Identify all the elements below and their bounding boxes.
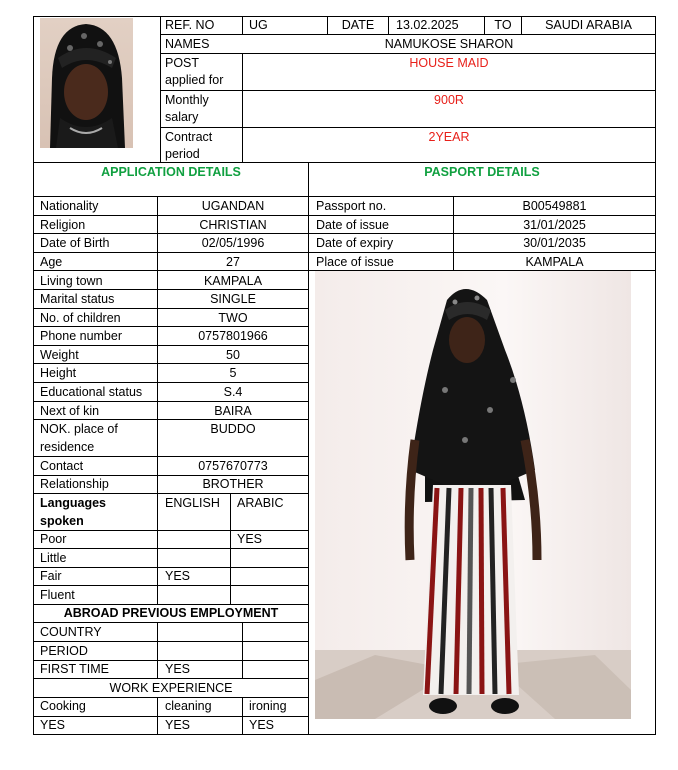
to-label: TO	[494, 18, 512, 32]
religion-label: Religion	[40, 218, 86, 232]
abroad-employment-title: ABROAD PREVIOUS EMPLOYMENT	[63, 606, 279, 620]
portrait-photo	[40, 18, 133, 148]
religion-value: CHRISTIAN	[199, 218, 267, 232]
date-value: 13.02.2025	[396, 18, 459, 32]
salary-value: 900R	[434, 93, 464, 107]
nationality-label: Nationality	[40, 199, 99, 213]
passport-no-value: B00549881	[522, 199, 587, 213]
poor-arabic: YES	[237, 532, 263, 546]
passport-no-label: Passport no.	[316, 199, 387, 213]
marital-status-label: Marital status	[40, 292, 115, 306]
age-label: Age	[40, 255, 63, 269]
weight-label: Weight	[40, 348, 79, 362]
work-cooking: Cooking	[40, 699, 86, 713]
expiry-date-value: 30/01/2035	[523, 236, 586, 250]
nok-place-label: NOK. place of	[40, 422, 118, 436]
period-label: PERIOD	[40, 644, 88, 658]
contract-value: 2YEAR	[428, 130, 470, 144]
contract-label: Contract	[165, 130, 213, 144]
fair-english: YES	[165, 569, 191, 583]
country-label: COUNTRY	[40, 625, 102, 639]
salary-label-2: salary	[165, 110, 199, 124]
contract-label-2: period	[165, 147, 200, 161]
height-label: Height	[40, 366, 77, 380]
arabic-header: ARABIC	[237, 496, 284, 510]
cooking-value: YES	[40, 718, 66, 732]
phone-label: Phone number	[40, 329, 123, 343]
age-value: 27	[226, 255, 240, 269]
first-time-value: YES	[165, 662, 191, 676]
date-label: DATE	[341, 18, 375, 32]
lang-level-fluent: Fluent	[40, 588, 75, 602]
relationship-label: Relationship	[40, 477, 109, 491]
lang-level-fair: Fair	[40, 569, 62, 583]
passport-details-title: PASPORT DETAILS	[424, 165, 540, 179]
work-cleaning: cleaning	[165, 699, 212, 713]
education-value: S.4	[223, 385, 243, 399]
dob-value: 02/05/1996	[201, 236, 265, 250]
next-of-kin-label: Next of kin	[40, 404, 100, 418]
names-value: NAMUKOSE SHARON	[384, 37, 514, 51]
children-label: No. of children	[40, 311, 121, 325]
post-value: HOUSE MAID	[409, 56, 489, 70]
marital-status-value: SINGLE	[210, 292, 256, 306]
expiry-date-label: Date of expiry	[316, 236, 394, 250]
full-body-photo	[315, 270, 631, 719]
issue-date-value: 31/01/2025	[523, 218, 586, 232]
issue-place-label: Place of issue	[316, 255, 394, 269]
names-label: NAMES	[165, 37, 210, 51]
application-details-title: APPLICATION DETAILS	[101, 165, 241, 179]
post-label: POST	[165, 56, 200, 70]
ref-value: UG	[249, 18, 268, 32]
contact-label: Contact	[40, 459, 84, 473]
to-value: SAUDI ARABIA	[545, 18, 632, 32]
nok-place-label-2: residence	[40, 440, 95, 454]
work-ironing: ironing	[249, 699, 287, 713]
work-experience-title: WORK EXPERIENCE	[109, 681, 233, 695]
phone-value: 0757801966	[198, 329, 268, 343]
lang-level-little: Little	[40, 551, 67, 565]
living-town-label: Living town	[40, 274, 103, 288]
height-value: 5	[229, 366, 237, 380]
issue-date-label: Date of issue	[316, 218, 389, 232]
nationality-value: UGANDAN	[201, 199, 265, 213]
living-town-value: KAMPALA	[203, 274, 263, 288]
cleaning-value: YES	[165, 718, 191, 732]
languages-label: Languages	[40, 496, 106, 510]
languages-label-2: spoken	[40, 514, 84, 528]
weight-value: 50	[226, 348, 240, 362]
english-header: ENGLISH	[165, 496, 220, 510]
post-label-2: applied for	[165, 73, 224, 87]
lang-level-poor: Poor	[40, 532, 67, 546]
contact-value: 0757670773	[198, 459, 268, 473]
ref-label: REF. NO	[165, 18, 215, 32]
ironing-value: YES	[249, 718, 275, 732]
first-time-label: FIRST TIME	[40, 662, 109, 676]
issue-place-value: KAMPALA	[525, 255, 584, 269]
relationship-value: BROTHER	[202, 477, 264, 491]
nok-place-value: BUDDO	[210, 422, 256, 436]
education-label: Educational status	[40, 385, 143, 399]
salary-label: Monthly	[165, 93, 209, 107]
children-value: TWO	[218, 311, 248, 325]
next-of-kin-value: BAIRA	[214, 404, 252, 418]
dob-label: Date of Birth	[40, 236, 110, 250]
